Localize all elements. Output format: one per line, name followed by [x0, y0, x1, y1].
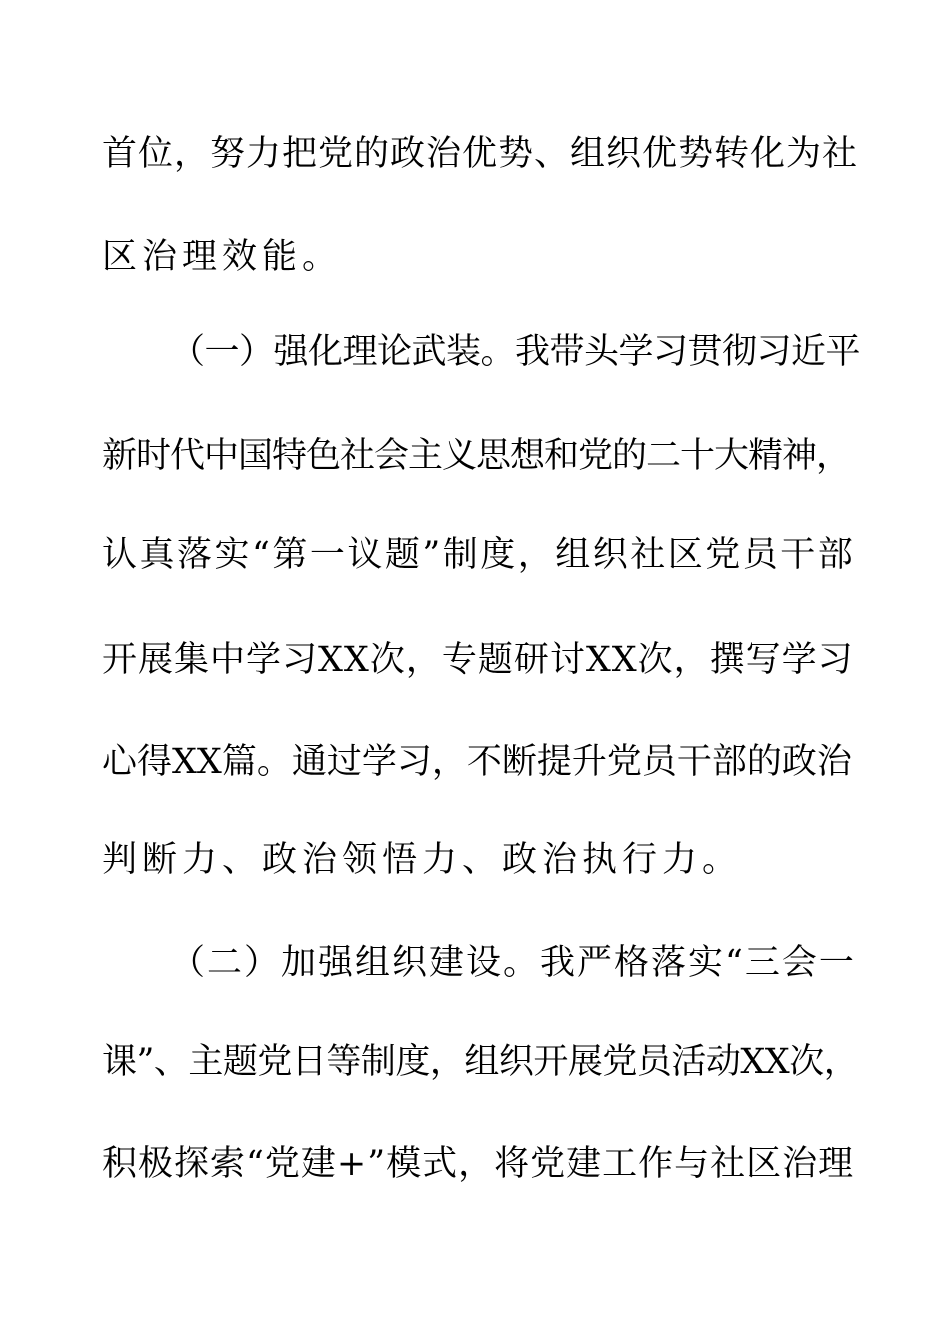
text-line-11: 积极探索“党建+”模式，将党建工作与社区治理 — [102, 1144, 855, 1184]
text-line-8: 判断力、政治领悟力、政治执行力。 — [102, 840, 743, 880]
text-line-7: 心得XX篇。通过学习，不断提升党员干部的政治 — [102, 742, 852, 782]
section-one-heading-line: （一）强化理论武装。我带头学习贯彻习近平 — [170, 332, 861, 372]
text-line-10: 课”、主题党日等制度，组织开展党员活动XX次， — [102, 1042, 859, 1082]
text-line-4: 新时代中国特色社会主义思想和党的二十大精神， — [102, 436, 851, 476]
text-line-2: 区治理效能。 — [102, 237, 343, 277]
text-line-1: 首位，努力把党的政治优势、组织优势转化为社 — [102, 134, 859, 174]
section-two-heading-line: （二）加强组织建设。我严格落实“三会一 — [170, 943, 856, 983]
text-line-6: 开展集中学习XX次，专题研讨XX次，撰写学习 — [102, 640, 854, 680]
text-line-5: 认真落实“第一议题”制度，组织社区党员干部 — [102, 535, 856, 575]
